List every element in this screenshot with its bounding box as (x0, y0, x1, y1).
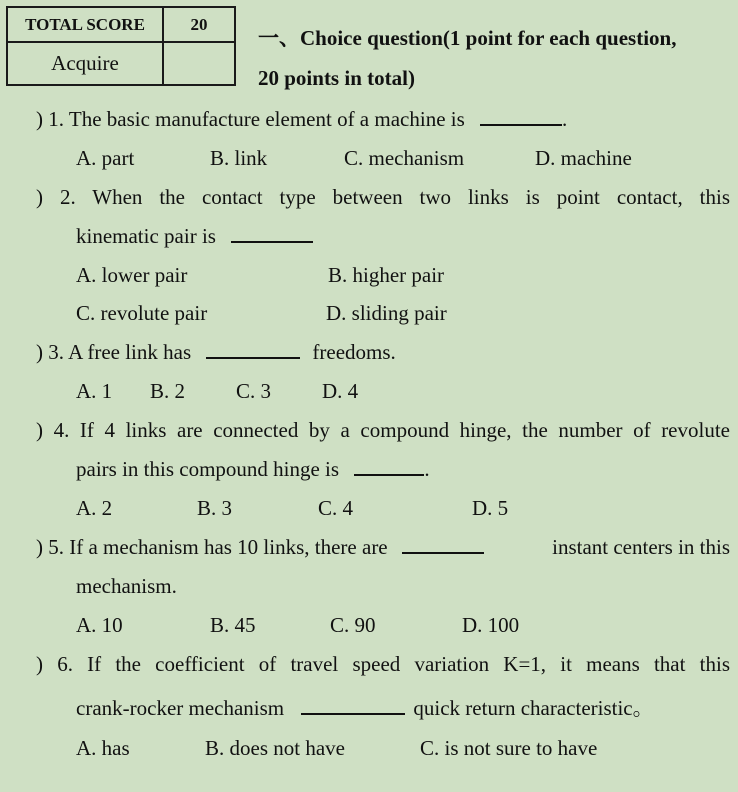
question-6-line2-suffix: quick return characteristic。 (413, 696, 654, 720)
question-3-option-d[interactable]: D. 4 (322, 379, 359, 403)
total-score-value: 20 (163, 7, 235, 42)
question-2-option-d[interactable]: D. sliding pair (326, 301, 447, 325)
question-2-line2-text: kinematic pair is (76, 224, 216, 248)
question-4-line2 (76, 457, 430, 482)
question-3 (36, 340, 396, 365)
question-2-blank[interactable] (231, 240, 313, 243)
question-6-line1: ) 6. If the coefficient of travel speed variation K=1, it means that this (36, 652, 730, 676)
question-6-line2 (76, 692, 654, 722)
question-6-option-b[interactable]: B. does not have (205, 736, 345, 760)
question-4-line1: ) 4. If 4 links are connected by a compound hinge, the number of revolute (36, 418, 730, 442)
question-5-text: ) 5. If a mechanism has 10 links, there are (36, 535, 388, 559)
question-5-option-b[interactable]: B. 45 (210, 613, 256, 637)
question-1-option-a[interactable]: A. part (76, 146, 135, 170)
question-4-suffix: . (424, 457, 430, 481)
question-5-suffix: instant centers in this (552, 535, 730, 559)
acquire-label: Acquire (7, 42, 163, 85)
section-heading (258, 22, 676, 52)
question-5-option-a[interactable]: A. 10 (76, 613, 123, 637)
question-2-line2 (76, 224, 313, 249)
question-4-option-a[interactable]: A. 2 (76, 496, 113, 520)
question-1-suffix: . (562, 107, 568, 131)
section-title-line2: 20 points in total) (258, 66, 415, 90)
question-4-option-d[interactable]: D. 5 (472, 496, 509, 520)
question-6-option-a[interactable]: A. has (76, 736, 130, 760)
question-4-blank[interactable] (354, 473, 424, 476)
question-4-option-c[interactable]: C. 4 (318, 496, 354, 520)
question-3-suffix: freedoms. (312, 340, 396, 364)
question-2-line1: ) 2. When the contact type between two links is point contact, this (36, 185, 730, 209)
question-5-line1 (36, 535, 730, 560)
question-1 (36, 107, 567, 132)
question-3-blank[interactable] (206, 356, 300, 359)
question-4-option-b[interactable]: B. 3 (197, 496, 233, 520)
section-title-line1: Choice question(1 point for each question, (300, 26, 677, 50)
section-number: 一、 (258, 26, 300, 50)
question-3-option-c[interactable]: C. 3 (236, 379, 272, 403)
question-4-line2-text: pairs in this compound hinge is (76, 457, 340, 481)
question-3-option-b[interactable]: B. 2 (150, 379, 186, 403)
question-5-option-c[interactable]: C. 90 (330, 613, 376, 637)
question-3-option-a[interactable]: A. 1 (76, 379, 113, 403)
question-2-option-b[interactable]: B. higher pair (328, 263, 445, 287)
question-1-option-d[interactable]: D. machine (535, 146, 632, 170)
total-score-label: TOTAL SCORE (7, 7, 163, 42)
question-6-blank[interactable] (301, 712, 405, 715)
question-1-option-c[interactable]: C. mechanism (344, 146, 465, 170)
score-table (6, 6, 236, 86)
question-6-line2-prefix: crank-rocker mechanism (76, 696, 285, 720)
question-2-option-c[interactable]: C. revolute pair (76, 301, 208, 325)
question-6-option-c[interactable]: C. is not sure to have (420, 736, 598, 760)
question-1-blank[interactable] (480, 123, 562, 126)
question-5-option-d[interactable]: D. 100 (462, 613, 520, 637)
question-5-line2: mechanism. (76, 574, 177, 598)
question-3-text: ) 3. A free link has (36, 340, 192, 364)
acquire-value-cell[interactable] (163, 42, 235, 85)
question-1-option-b[interactable]: B. link (210, 146, 268, 170)
question-5-blank[interactable] (402, 551, 484, 554)
question-2-option-a[interactable]: A. lower pair (76, 263, 188, 287)
question-1-text: ) 1. The basic manufacture element of a machine is (36, 107, 465, 131)
